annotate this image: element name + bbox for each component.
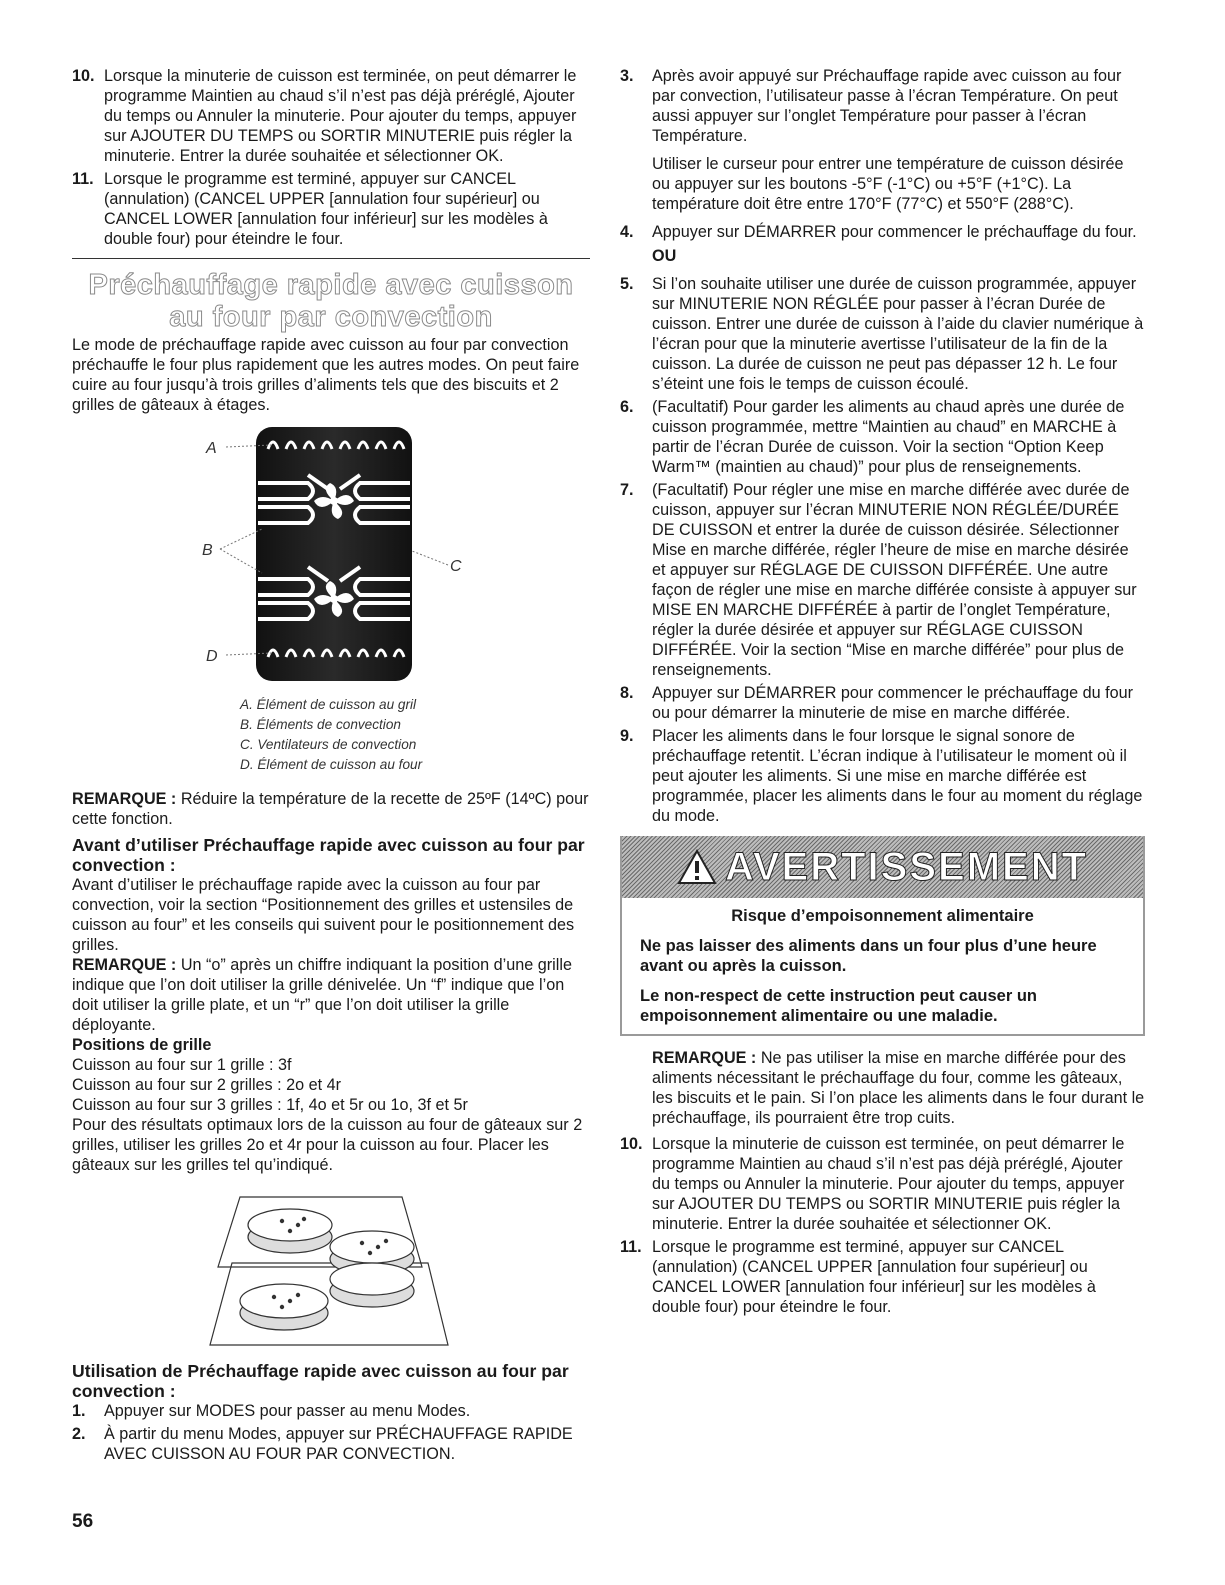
oven-cavity	[256, 427, 412, 681]
list-item	[620, 683, 1145, 723]
note-text: Réduire la température de la recette de 25ºF (14ºC) pour cette fonction.	[72, 790, 589, 828]
page-number: 56	[72, 1511, 94, 1532]
list-item	[620, 222, 1145, 242]
list-item	[72, 169, 590, 249]
oven-diagram	[72, 423, 590, 693]
label-d: D	[206, 648, 218, 665]
item-text: Appuyer sur MODES pour passer au menu Modes.	[104, 1402, 471, 1420]
intro-paragraph: Le mode de préchauffage rapide avec cuisson au four par convection préchauffe le four plus rapidement que les autres modes. On peut faire cuire au four jusqu’à trois grilles d’aliments tels que des biscuits et 2 grilles de gâteaux à étages.	[72, 336, 580, 414]
list-item	[620, 397, 1145, 477]
position-line: Cuisson au four sur 2 grilles : 2o et 4r	[72, 1076, 342, 1094]
item-number: 11.	[620, 1238, 642, 1256]
positions-heading: Positions de grille	[72, 1036, 212, 1054]
list-item	[620, 1134, 1145, 1234]
caption: B. Éléments de convection	[240, 717, 401, 732]
figure-captions	[72, 695, 590, 775]
item-subparagraph: Utiliser le curseur pour entrer une température de cuisson désirée ou appuyer sur les boutons -5°F (-1°C) ou +5°F (+1°C). La température doit être entre 170°F (77°C) et 550°F (288°C).	[652, 155, 1124, 213]
cake-icon	[240, 1284, 328, 1330]
left-column	[72, 66, 590, 1467]
warning-body	[622, 898, 1143, 1034]
or-label: OU	[652, 247, 677, 265]
heading-before-use: Avant d’utiliser Préchauffage rapide avec cuisson au four par convection :	[72, 835, 585, 875]
label-c: C	[450, 558, 462, 575]
item-number: 3.	[620, 67, 634, 85]
note-paragraph	[72, 789, 590, 829]
note-label: REMARQUE :	[72, 790, 177, 808]
label-a: A	[206, 440, 217, 457]
item-number: 9.	[620, 727, 634, 745]
section-divider	[72, 258, 590, 259]
note-text: Ne pas utiliser la mise en marche différée pour des aliments nécessitant le préchauffage du four, comme les gâteaux, les biscuits et le pain. Si l’on place les aliments dans le four durant le préchauffage, ils pourraient être trop cuits.	[652, 1049, 1145, 1127]
warning-triangle-icon	[677, 849, 717, 885]
note-paragraph	[652, 1048, 1145, 1128]
warning-banner	[622, 836, 1143, 898]
heading-use: Utilisation de Préchauffage rapide avec cuisson au four par convection :	[72, 1361, 569, 1401]
caption: A. Élément de cuisson au gril	[240, 697, 417, 712]
cake-icon	[248, 1209, 332, 1253]
item-text: Lorsque la minuterie de cuisson est terminée, on peut démarrer le programme Maintien au chaud s’il n’est pas déjà préréglé, Ajouter du temps ou Annuler la minuterie. Pour ajouter du temps, appuyer sur AJOUTER DU TEMPS ou SORTIR MINUTERIE puis régler la minuterie. Entrer la durée souhaitée et sélectionner OK.	[652, 1135, 1125, 1233]
list-item	[72, 1401, 590, 1421]
item-number: 8.	[620, 684, 634, 702]
before-paragraph: Avant d’utiliser le préchauffage rapide avec la cuisson au four par convection, voir la section “Positionnement des grilles et ustensiles de cuisson au four” et les conseils qui suivent pour le positionnement des grilles.	[72, 876, 575, 954]
item-text: (Facultatif) Pour régler une mise en marche différée avec durée de cuisson, appuyer sur l’écran MINUTERIE NON RÉGLÉE/DURÉE DE CUISSON et entrer la durée de cuisson désirée. Sélectionner Mise en marche différée, régler l’heure de mise en marche désirée et appuyer sur RÉGLAGE DE CUISSON DIFFÉRÉE. Une autre façon de régler une mise en marche différée consiste à appuyer sur MISE EN MARCHE DIFFÉRÉE à partir de l’onglet Température, régler la durée désirée et appuyer sur RÉGLAGE CUISSON DIFFÉRÉE. Voir la section “Mise en marche différée” pour plus de renseignements.	[652, 481, 1137, 679]
item-text: Après avoir appuyé sur Préchauffage rapide avec cuisson au four par convection, l’utilisateur passe à l’écran Température. On peut aussi appuyer sur l’onglet Température pour passer à l’écran Température.	[652, 67, 1122, 145]
list-item	[72, 66, 590, 166]
caption: D. Élément de cuisson au four	[240, 757, 423, 772]
item-text: À partir du menu Modes, appuyer sur PRÉCHAUFFAGE RAPIDE AVEC CUISSON AU FOUR PAR CONVECTION.	[104, 1425, 573, 1463]
results-paragraph: Pour des résultats optimaux lors de la cuisson au four de gâteaux sur 2 grilles, utiliser les grilles 2o et 4r pour la cuisson au four. Placer les gâteaux sur les grilles tel qu’indiqué.	[72, 1116, 583, 1174]
section-title: Préchauffage rapide avec cuisson au four par convection	[88, 269, 574, 333]
warning-box	[620, 836, 1145, 1036]
item-number: 6.	[620, 398, 634, 416]
warning-line: Le non-respect de cette instruction peut causer un empoisonnement alimentaire ou une maladie.	[640, 987, 1037, 1025]
list-item	[620, 480, 1145, 680]
item-number: 11.	[72, 170, 94, 188]
caption: C. Ventilateurs de convection	[240, 737, 417, 752]
list-item	[620, 726, 1145, 826]
right-column	[620, 66, 1145, 1320]
list-item	[72, 1424, 590, 1464]
position-line: Cuisson au four sur 1 grille : 3f	[72, 1056, 292, 1074]
cake-placement-diagram	[72, 1179, 590, 1355]
list-item	[620, 274, 1145, 394]
warning-line: Ne pas laisser des aliments dans un four plus d’une heure avant ou après la cuisson.	[640, 937, 1097, 975]
list-item	[620, 1237, 1145, 1317]
item-number: 1.	[72, 1402, 86, 1420]
item-text: Appuyer sur DÉMARRER pour commencer le préchauffage du four ou pour démarrer la minuterie de mise en marche différée.	[652, 684, 1134, 722]
item-text: Placer les aliments dans le four lorsque le signal sonore de préchauffage retentit. L’écran indique à l’utilisateur le moment où il peut ajouter les aliments. Si une mise en marche différée est programmée, placer les aliments dans le four au moment du réglage du mode.	[652, 727, 1143, 825]
item-number: 4.	[620, 223, 634, 241]
item-text: Lorsque le programme est terminé, appuyer sur CANCEL (annulation) (CANCEL UPPER [annulation four supérieur] ou CANCEL LOWER [annulation four inférieur] sur les modèles à double four) pour éteindre le four.	[104, 170, 548, 248]
item-text: Si l’on souhaite utiliser une durée de cuisson programmée, appuyer sur MINUTERIE NON RÉGLÉE pour passer à l’écran Durée de cuisson. Entrer une durée de cuisson à l’aide du clavier numérique à l’écran pour que la minuterie avertisse l’utilisateur de la fin de la cuisson. La durée de cuisson ne peut pas dépasser 12 h. Le four s’éteint une fois le temps de cuisson écoulé.	[652, 275, 1144, 393]
item-text: Appuyer sur DÉMARRER pour commencer le préchauffage du four.	[652, 223, 1137, 241]
position-line: Cuisson au four sur 3 grilles : 1f, 4o et 5r ou 1o, 3f et 5r	[72, 1096, 468, 1114]
item-text: Lorsque le programme est terminé, appuyer sur CANCEL (annulation) (CANCEL UPPER [annulation four supérieur] ou CANCEL LOWER [annulation four inférieur] sur les modèles à double four) pour éteindre le four.	[652, 1238, 1096, 1316]
item-number: 2.	[72, 1425, 86, 1443]
item-text: Lorsque la minuterie de cuisson est terminée, on peut démarrer le programme Maintien au chaud s’il n’est pas déjà préréglé, Ajouter du temps ou Annuler la minuterie. Pour ajouter du temps, appuyer sur AJOUTER DU TEMPS ou SORTIR MINUTERIE puis régler la minuterie. Entrer la durée souhaitée et sélectionner OK.	[104, 67, 577, 165]
warning-subtitle: Risque d’empoisonnement alimentaire	[731, 907, 1034, 925]
item-number: 5.	[620, 275, 634, 293]
warning-title: AVERTISSEMENT	[724, 845, 1089, 889]
item-number: 10.	[620, 1135, 643, 1153]
item-number: 10.	[72, 67, 95, 85]
note-label: REMARQUE :	[652, 1049, 757, 1067]
cake-icon	[330, 1263, 414, 1307]
item-text: (Facultatif) Pour garder les aliments au chaud après une durée de cuisson programmée, mettre “Maintien au chaud” en MARCHE à partir de l’écran Durée de cuisson. Voir la section “Option Keep Warm™ (maintien au chaud)” pour plus de renseignements.	[652, 398, 1125, 476]
note-label: REMARQUE :	[72, 956, 177, 974]
note-paragraph	[72, 955, 590, 1035]
label-b: B	[202, 542, 213, 559]
list-item	[620, 66, 1145, 146]
item-number: 7.	[620, 481, 634, 499]
note-text: Un “o” après un chiffre indiquant la position d’une grille indique que l’on doit utiliser la grille dénivelée. Un “f” indique que l’on doit utiliser la grille plate, et un “r” que l’on doit utiliser la grille déployante.	[72, 956, 572, 1034]
